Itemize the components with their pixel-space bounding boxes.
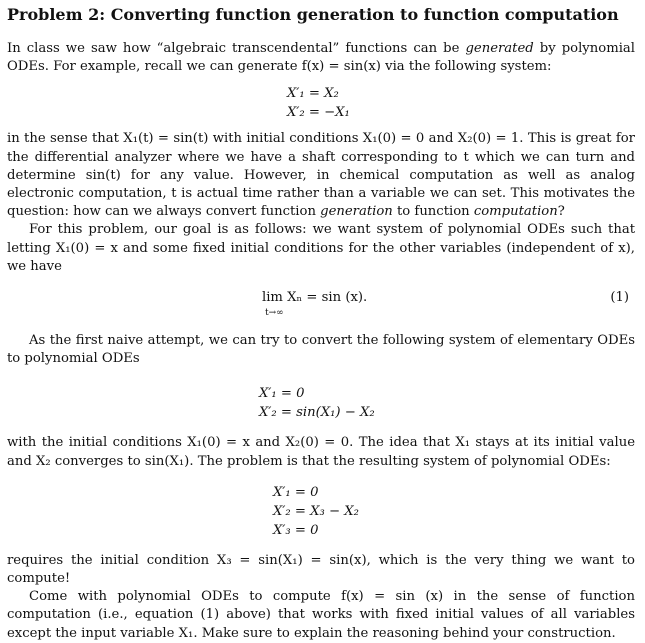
- problem-title: Problem 2: Converting function generation to function computation: [7, 5, 619, 24]
- system3-eq-2: X′₂ = X₃ − X₂: [273, 503, 359, 519]
- intro-text-1: In class we saw how “algebraic transcendental” functions can be: [7, 41, 466, 56]
- limit-equation: [7, 286, 635, 322]
- equation-system-2: [7, 384, 635, 422]
- naive-paragraph: As the first naive attempt, we can try to convert the following system of elementary ODEs to polynomial ODEs: [7, 333, 635, 367]
- initial-paragraph: with the initial conditions X₁(0) = x and X₂(0) = 0. The idea that X₁ stays at its initial value and X₂ converges to sin(X₁). The problem is that the resulting system of polynomial ODEs:: [7, 435, 635, 469]
- sense-emphasis-generation: generation: [320, 204, 393, 220]
- come-paragraph: Come with polynomial ODEs to compute f(x) = sin (x) in the sense of function computation (i.e., equation (1) above) that works with fixed initial values of all variables except the input variable X₁. Make sure to explain the reasoning behind your construction.: [7, 589, 635, 641]
- system2-eq-1: X′₁ = 0: [259, 386, 305, 402]
- sense-text-2: to function: [392, 204, 474, 220]
- system2-eq-2: X′₂ = sin(X₁) − X₂: [259, 405, 375, 421]
- intro-emphasis-generated: generated: [465, 41, 534, 56]
- sense-text-1: in the sense that X₁(t) = sin(t) with initial conditions X₁(0) = 0 and X₂(0) = 1. This is great for the differential analyzer where we have a shaft corresponding to t which we can turn and determine sin(t) for any value. However, in chemical computation as well as analog electronic computation, t is actual time rather than a variable we can set. This motivates the question: how can we always convert function: [7, 131, 635, 220]
- intro-paragraph: [7, 40, 635, 76]
- limit-subscript: t→∞: [265, 308, 284, 319]
- system1-eq-1: X′₁ = X₂: [287, 86, 339, 102]
- system3-eq-3: X′₃ = 0: [273, 522, 319, 538]
- system3-eq-1: X′₁ = 0: [273, 484, 319, 500]
- limit-expression: lim Xₙ = sin (x).: [262, 290, 368, 306]
- system1-eq-2: X′₂ = −X₁: [287, 105, 350, 121]
- sense-text-3: ?: [557, 204, 565, 220]
- sense-paragraph: [7, 130, 635, 221]
- requires-paragraph: requires the initial condition X₃ = sin(X₁) = sin(x), which is the very thing we want to compute!: [7, 552, 635, 587]
- sense-emphasis-computation: computation: [473, 204, 558, 220]
- goal-paragraph: For this problem, our goal is as follows: we want system of polynomial ODEs such that letting X₁(0) = x and some fixed initial conditions for the other variables (independent of x), we have: [7, 222, 635, 274]
- problem-page: [7, 4, 635, 643]
- equation-system-1: [7, 84, 635, 122]
- equation-number: (1): [610, 290, 629, 306]
- equation-system-3: [7, 483, 635, 540]
- intro-text-2: by polynomial ODEs. For example, recall we can generate f(x) = sin(x) via the following system:: [7, 41, 635, 75]
